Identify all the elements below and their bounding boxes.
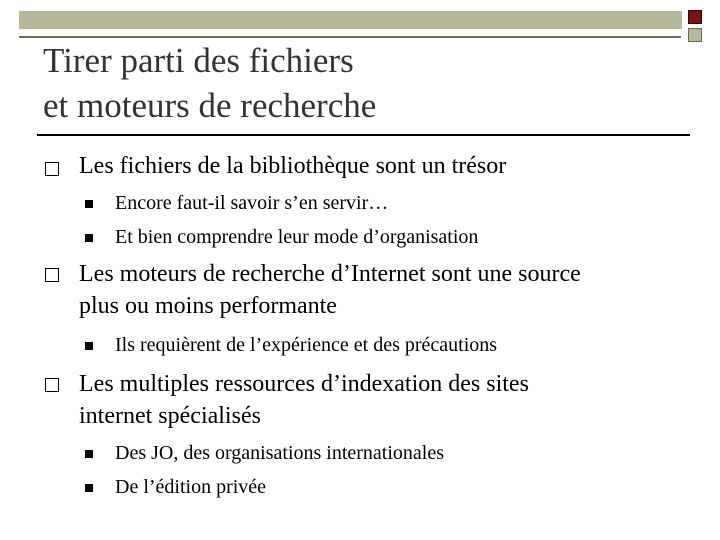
bullet-text-line: internet spécialisés xyxy=(79,403,261,429)
sub-bullet-text: Et bien comprendre leur mode d’organisation xyxy=(115,226,479,248)
sub-bullet-text: De l’édition privée xyxy=(115,476,267,498)
bullet-text-line: Les fichiers de la bibliothèque sont un trésor xyxy=(79,153,507,179)
bullet-text xyxy=(79,150,699,182)
sub-bullet-text: Des JO, des organisations internationales xyxy=(115,442,445,464)
slide-title-line-2: et moteurs de recherche xyxy=(43,86,377,125)
hollow-square-bullet-icon xyxy=(45,268,59,282)
filled-square-bullet-icon xyxy=(85,450,93,458)
hollow-square-bullet-icon xyxy=(45,162,59,176)
filled-square-bullet-icon xyxy=(85,484,93,492)
sub-bullet-text: Encore faut-il savoir s’en servir… xyxy=(115,192,389,214)
filled-square-bullet-icon xyxy=(85,234,93,242)
bullet-text xyxy=(79,258,699,322)
slide-title-line-1: Tirer parti des fichiers xyxy=(43,41,354,80)
filled-square-bullet-icon xyxy=(85,342,93,350)
filled-square-bullet-icon xyxy=(85,200,93,208)
hollow-square-bullet-icon xyxy=(45,378,59,392)
bullet-text xyxy=(79,368,699,432)
bullet-text-line: plus ou moins performante xyxy=(79,293,337,319)
bullet-text-line: Les moteurs de recherche d’Internet sont une source xyxy=(79,261,581,287)
sub-bullet-text: Ils requièrent de l’expérience et des précautions xyxy=(115,334,498,356)
bullet-text-line: Les multiples ressources d’indexation des sites xyxy=(79,371,529,397)
